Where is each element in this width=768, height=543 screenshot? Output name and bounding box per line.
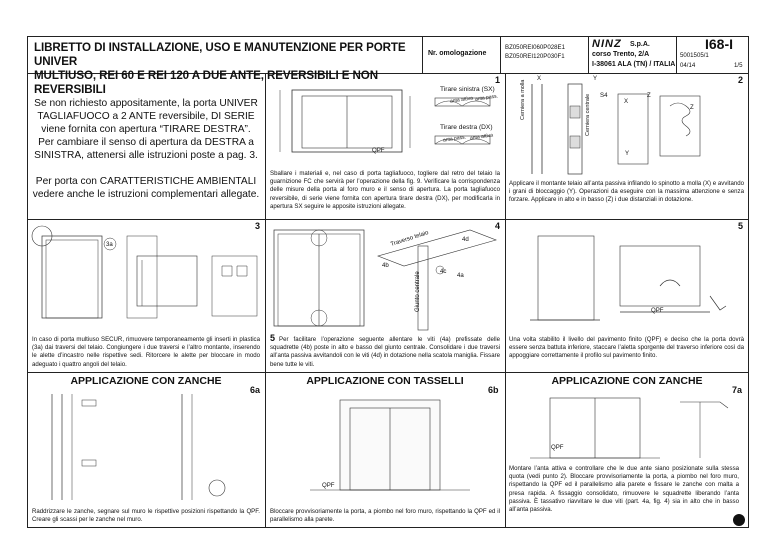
page-number: 1/5 xyxy=(734,62,743,69)
label-x: X xyxy=(537,75,542,82)
label-y: Y xyxy=(593,75,598,82)
label-x: X xyxy=(624,98,629,105)
divider xyxy=(422,36,423,74)
label-anta-attiva: anta attiva xyxy=(469,132,494,142)
step6b-caption: Bloccare provvisoriamente la porta, a piombo nel foro muro, rispettando la QPF ed il parallelismo alla parete. xyxy=(270,508,500,524)
step6a-illustration xyxy=(32,390,260,502)
label-z: Z xyxy=(690,104,694,111)
label-y: Y xyxy=(625,150,630,157)
label-dx: Tirare destra (DX) xyxy=(440,124,493,131)
address-line: I-38061 ALA (TN) / ITALIA xyxy=(592,61,676,68)
qpf-label: QPF xyxy=(651,307,664,314)
label-z: Z xyxy=(647,92,651,99)
label-sx: Tirare sinistra (SX) xyxy=(440,86,495,93)
omologazione-label: Nr. omologazione xyxy=(428,50,487,57)
step6a-caption: Raddrizzare le zanche, segnare sul muro le rispettive posizioni rispettando la QPF. Creare gli scassi per le zanche nel muro. xyxy=(32,508,260,524)
qpf-label: QPF xyxy=(372,147,385,154)
step-number: 4 xyxy=(495,221,501,231)
label-3a: 3a xyxy=(106,241,113,248)
omologazione-code: BZ050REI120P030F1 xyxy=(505,53,565,60)
step3-illustration xyxy=(32,226,260,324)
step-number: 1 xyxy=(495,75,501,85)
section-heading: APPLICAZIONE CON ZANCHE xyxy=(70,375,222,387)
doc-number: 5001505/1 xyxy=(680,52,709,59)
divider xyxy=(676,36,677,74)
step7a-caption: Montare l’anta attiva e controllare che le due ante siano posizionate sulla stessa quota (vedi punto 2). Bloccare provvisoriamente la porta, a piombo nel foro muro, rispettando la QPF ed il parallelismo alla parete e fissare le zanche con malta a presa rapida. A fissaggio consolidato, rimuovere le squadrette liberando l’anta passiva. È tassativo riavvitare le due viti (part. 4a, fig. 4) sia in alto che in basso all’anta passiva. xyxy=(509,465,739,514)
divider xyxy=(265,74,266,528)
intro-note: Per porta con CARATTERISTICHE AMBIENTALI vedere anche le istruzioni complementari allegate. xyxy=(32,176,260,200)
divider xyxy=(27,372,749,373)
label-anta-pass: anta pass. xyxy=(474,93,499,103)
label-4b: 4b xyxy=(382,262,389,269)
label-cerniera-centrale: Cerniera centrale xyxy=(585,93,591,136)
label-4d: 4d xyxy=(462,236,469,243)
address-line: corso Trento, 2/A xyxy=(592,51,650,58)
label-giunto: Giunto centrale xyxy=(415,271,421,312)
label-traverso: Traverso telaio xyxy=(390,230,430,248)
step2-caption: Applicare il montante telaio all’anta passiva infilando lo spinotto a molla (X) e avvitando i grani di bloccaggio (Y). Operazioni da eseguire con la massima attenzione e senza forzare. Applicare in alto e in basso (Z) i due distanziali in dotazione. xyxy=(509,180,744,204)
qpf-label: QPF xyxy=(551,444,564,451)
label-4a: 4a xyxy=(457,272,464,279)
section-heading: APPLICAZIONE CON TASSELLI xyxy=(306,375,464,387)
step-number: 6a xyxy=(250,385,261,395)
step-number: 5 xyxy=(738,221,744,231)
company-suffix: S.p.A. xyxy=(630,41,650,48)
doc-date: 04/14 xyxy=(680,62,696,69)
step5-illustration xyxy=(510,226,745,326)
doc-code: I68-I xyxy=(705,36,734,52)
page-corner-dot xyxy=(733,514,745,526)
omologazione-code: BZ050REI060P028E1 xyxy=(505,44,565,51)
qpf-label: QPF xyxy=(322,482,335,489)
step-number: 3 xyxy=(255,221,261,231)
brand-logo: NINZ xyxy=(592,38,622,50)
divider xyxy=(500,36,501,74)
divider xyxy=(505,74,506,528)
step-number: 6b xyxy=(488,385,499,395)
step2-illustration xyxy=(510,76,745,176)
divider xyxy=(27,219,749,220)
label-4c: 4c xyxy=(440,268,447,275)
step-number: 5 xyxy=(270,333,276,343)
step5-caption: Una volta stabilito il livello del pavimento finito (QPF) e deciso che la porta dovrà essere senza battuta inferiore, staccare l’aletta sporgente del traverso inferiore così da appoggiare correttamente il profilo sul pavimento finito. xyxy=(509,336,744,360)
step-number: 7a xyxy=(732,385,743,395)
label-cerniera-molla: Cerniera a molla xyxy=(520,79,526,120)
label-anta-pass: anta pass. xyxy=(442,134,467,144)
step7a-illustration xyxy=(510,392,745,462)
step3-caption: In caso di porta multiuso SECUR, rimuovere temporaneamente gli inserti in plastica (3a) dai traversi del telaio. Congiungere i due traversi e l’altro montante, inserendo le alette d’incastro nelle rispettive sedi. Ritorcere le alette per bloccare in modo adeguato i quattro angoli del telaio. xyxy=(32,336,260,368)
step1-caption: Sballare i materiali e, nel caso di porta tagliafuoco, togliere dal retro del telaio la guarnizione FC che servirà per l’operazione della fig. 9. Verificare la corrispondenza delle misure della porta al foro muro e il senso di apertura. La porta tagliafuoco reversibile, di serie viene fornita con apertura tirare destra (DX), per modificarla in apertura SX seguire le apposite istruzioni allegate. xyxy=(270,170,500,210)
section-heading: APPLICAZIONE CON ZANCHE xyxy=(551,375,703,387)
document-title: LIBRETTO DI INSTALLAZIONE, USO E MANUTENZIONE PER PORTE UNIVER MULTIUSO, REI 60 E REI 120 A DUE ANTE, REVERSIBILI E NON REVERSIBILI xyxy=(34,41,406,96)
label-s4: S4 xyxy=(600,92,608,99)
step6b-illustration xyxy=(270,392,500,500)
step-number: 2 xyxy=(738,75,744,85)
step4-caption: Per facilitare l’operazione seguente allentare le viti (4a) prefissate delle squadrette (4b) poste in alto e basso del giunto centrale. Consolidare i due traversi all’anta passiva avvitandoli con le viti (4d) in dotazione nella scatola maniglia. Fissare bene tutte le viti. xyxy=(270,336,500,368)
intro-text: Se non richiesto appositamente, la porta UNIVER TAGLIAFUOCO a 2 ANTE reversibile, DI SERIE viene fornita con apertura “TIRARE DESTRA”. Per cambiare il senso di apertura da DESTRA a SINISTRA, attenersi alle istruzioni poste a pag. 3. xyxy=(34,98,258,161)
divider xyxy=(588,36,589,74)
label-anta-attiva: anta attiva xyxy=(449,95,474,105)
